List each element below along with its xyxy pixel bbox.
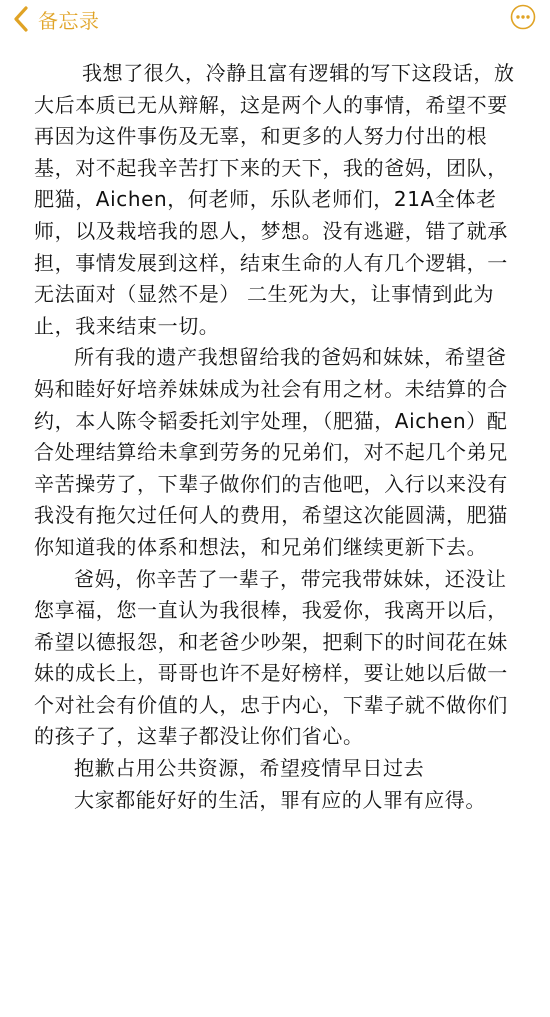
note-paragraph: 大家都能好好的生活，罪有应的人罪有应得。 [74,787,486,812]
navigation-bar [0,0,550,44]
back-button[interactable] [10,2,100,36]
back-label: 备忘录 [38,8,100,33]
more-button[interactable] [510,4,536,30]
more-ellipsis-icon [510,4,536,30]
note-paragraph: 爸妈，你辛苦了一辈子，带完我带妹妹，还没让您享福，您一直认为我很棒，我爱你，我离开以后，希望以德报怨，和老爸少吵架，把剩下的时间花在妹妹的成长上，哥哥也许不是好榜样，要让她以后做一个对社会有价值的人，忠于内心，下辈子就不做你们的孩子了，这辈子都没让你们省心。 [34,566,508,749]
note-paragraph: 抱歉占用公共资源，希望疫情早日过去 [74,756,425,781]
note-paragraph: 我想了很久，冷静且富有逻辑的写下这段话，放大后本质已无从辩解，这是两个人的事情，希望不要再因为这件事伤及无辜，和更多的人努力付出的根基，对不起我辛苦打下来的天下，我的爸妈，团队，肥猫，Aichen，何老师，乐队老师们，21A全体老师，以及栽培我的恩人，梦想。没有逃避，错了就承担，事情发展到这样，结束生命的人有几个逻辑，一无法面对（显然不是） 二生死为大，让事情到此为止，我来结束一切。 [34,61,515,338]
note-paragraph: 所有我的遗产我想留给我的爸妈和妹妹，希望爸妈和睦好好培养妹妹成为社会有用之材。未结算的合约，本人陈令韬委托刘宇处理，（肥猫，Aichen）配合处理结算给未拿到劳务的兄弟们，对不起几个弟兄辛苦操劳了，下辈子做你们的吉他吧，入行以来没有我没有拖欠过任何人的费用，希望这次能圆满，肥猫你知道我的体系和想法，和兄弟们继续更新下去。 [34,345,508,559]
chevron-left-icon [10,4,32,34]
note-body[interactable] [34,58,520,816]
